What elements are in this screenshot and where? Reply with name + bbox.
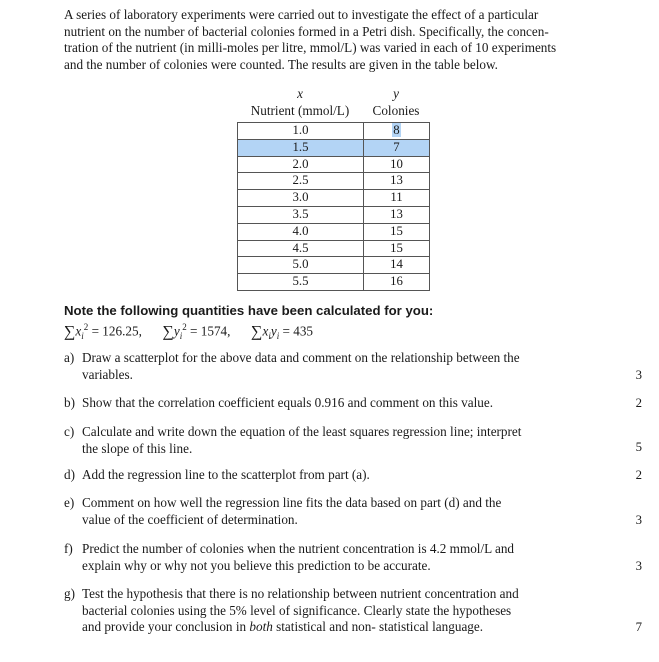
table-row	[238, 190, 430, 207]
question-line: value of the coefficient of determination.	[82, 511, 298, 527]
colonies-cell: 10	[364, 156, 430, 173]
question-line: Comment on how well the regression line fits the data based on part (d) and the	[82, 495, 502, 510]
table-row	[238, 240, 430, 257]
marks-d: 2	[635, 468, 642, 482]
nutrient-cell: 2.5	[238, 173, 364, 190]
header-row	[237, 102, 430, 120]
question-line: Show that the correlation coefficient equals 0.916 and comment on this value.	[82, 395, 494, 410]
question-label: a)	[64, 350, 75, 365]
question-line: variables.	[82, 366, 133, 382]
question-c	[64, 424, 576, 457]
question-e	[64, 495, 576, 528]
header-colonies: Colonies	[372, 103, 420, 118]
marks-b: 2	[635, 396, 642, 410]
question-line: explain why or why not you believe this prediction to be accurate.	[82, 557, 431, 573]
question-f	[64, 541, 576, 574]
marks-e: 3	[635, 513, 642, 527]
marks-a: 3	[635, 368, 642, 382]
header-nutrient: Nutrient (mmol/L)	[250, 103, 350, 118]
question-g	[64, 586, 576, 636]
colonies-cell: 13	[364, 206, 430, 223]
nutrient-cell: 2.0	[238, 156, 364, 173]
colonies-cell: 11	[364, 190, 430, 207]
question-label: f)	[64, 541, 73, 556]
intro-line: tration of the nutrient (in milli-moles per litre, mmol/L) was varied in each of 10 experiments	[64, 40, 557, 56]
nutrient-cell: 4.5	[238, 240, 364, 257]
note-title: Note the following quantities have been calculated for you:	[64, 303, 434, 318]
question-line: bacterial colonies using the 5% level of significance. Clearly state the hypotheses	[82, 602, 512, 618]
table-row	[238, 274, 430, 291]
colonies-cell: 15	[364, 240, 430, 257]
sum-y2-value: = 1574,	[190, 323, 231, 339]
colonies-cell: 13	[364, 173, 430, 190]
question-line: Add the regression line to the scatterplot from part (a).	[82, 467, 370, 482]
nutrient-cell: 5.5	[238, 274, 364, 291]
table-row	[238, 223, 430, 240]
colonies-cell: 14	[364, 257, 430, 274]
marks-f: 3	[635, 559, 642, 573]
question-label: g)	[64, 586, 75, 601]
nutrient-cell: 1.5	[238, 139, 364, 156]
variable-row	[237, 86, 430, 102]
data-table-block	[237, 86, 430, 291]
question-label: e)	[64, 495, 75, 510]
question-line: Calculate and write down the equation of the least squares regression line; interpret	[82, 424, 522, 439]
colonies-cell: 16	[364, 274, 430, 291]
marks-g: 7	[635, 620, 642, 634]
question-label: c)	[64, 424, 75, 439]
question-d	[64, 467, 576, 484]
nutrient-cell: 5.0	[238, 257, 364, 274]
colonies-cell: 15	[364, 223, 430, 240]
data-table	[237, 122, 430, 291]
question-line: the slope of this line.	[82, 440, 193, 456]
summary-sums: $\sum x_i^2 = 126.25$, $\sum y_i^2 = 1574$, $\sum x_iy_i = 435$	[64, 322, 314, 342]
intro-line: and the number of colonies were counted. The results are given in the table below.	[64, 56, 498, 72]
selected-text: 8	[393, 123, 400, 137]
question-label: b)	[64, 395, 75, 410]
nutrient-cell: 1.0	[238, 123, 364, 140]
question-line: and provide your conclusion in both statistical and non- statistical language.	[82, 619, 484, 635]
nutrient-cell: 3.5	[238, 206, 364, 223]
nutrient-cell: 3.0	[238, 190, 364, 207]
intro-paragraph	[64, 7, 604, 73]
table-row	[238, 123, 430, 140]
var-y-label: y	[393, 86, 399, 101]
var-x-label: x	[297, 86, 303, 101]
sum-xy-value: = 435	[282, 323, 314, 339]
marks-c: 5	[635, 440, 642, 454]
table-row	[238, 257, 430, 274]
table-row	[238, 156, 430, 173]
colonies-cell	[364, 123, 430, 140]
intro-line: nutrient on the number of bacterial colonies formed in a Petri dish. Specifically, the concen-	[64, 23, 549, 39]
table-row	[238, 206, 430, 223]
question-line: Predict the number of colonies when the nutrient concentration is 4.2 mmol/L and	[82, 541, 515, 556]
question-line: Draw a scatterplot for the above data and comment on the relationship between the	[82, 350, 520, 365]
table-row	[238, 173, 430, 190]
question-label: d)	[64, 467, 75, 482]
sum-x2-value: = 126.25,	[91, 323, 142, 339]
table-row	[238, 139, 430, 156]
nutrient-cell: 4.0	[238, 223, 364, 240]
question-b	[64, 395, 576, 412]
question-a	[64, 350, 576, 383]
intro-line: A series of laboratory experiments were carried out to investigate the effect of a particular	[64, 7, 539, 22]
colonies-cell: 7	[364, 139, 430, 156]
question-line: Test the hypothesis that there is no relationship between nutrient concentration and	[82, 586, 519, 601]
